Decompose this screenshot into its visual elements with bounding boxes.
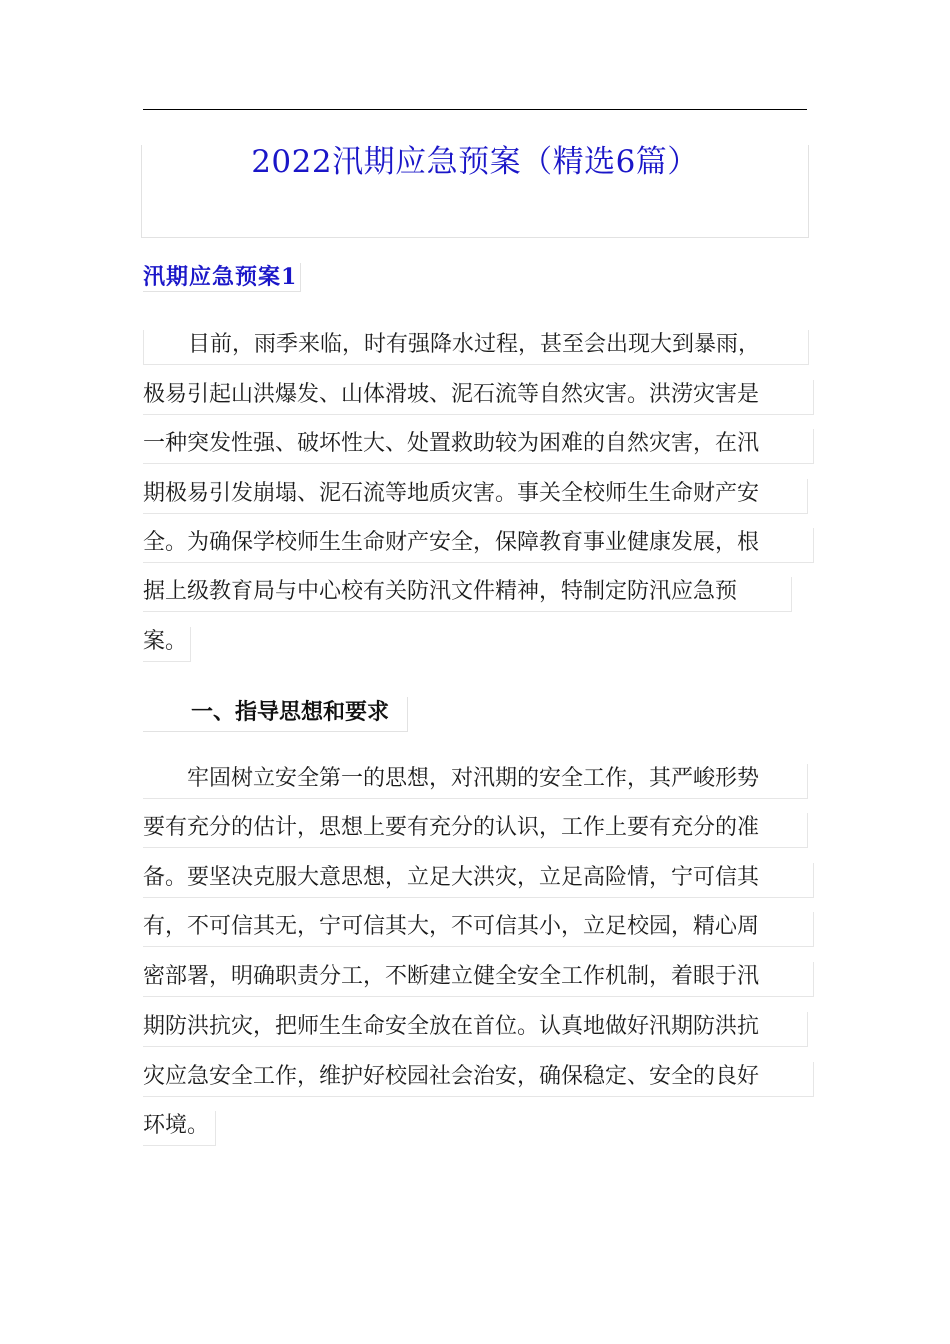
title-box	[141, 145, 809, 238]
paragraph-line: 极易引起山洪爆发、山体滑坡、泥石流等自然灾害。洪涝灾害是	[143, 380, 814, 415]
subheading	[143, 697, 408, 732]
paragraph-line: 期极易引发崩塌、泥石流等地质灾害。事关全校师生生命财产安	[143, 479, 808, 514]
paragraph-line: 一种突发性强、破坏性大、处置救助较为困难的自然灾害，在汛	[143, 429, 814, 464]
paragraph-line: 据上级教育局与中心校有关防汛文件精神，特制定防汛应急预	[143, 577, 792, 612]
paragraph-line: 有，不可信其无，宁可信其大，不可信其小，立足校园，精心周	[143, 912, 814, 947]
paragraph-line: 要有充分的估计，思想上要有充分的认识，工作上要有充分的准	[143, 813, 808, 848]
paragraph-line: 灾应急安全工作，维护好校园社会治安，确保稳定、安全的良好	[143, 1062, 814, 1097]
paragraph-line: 案。	[143, 627, 191, 662]
document-title: 2022汛期应急预案（精选6篇）	[251, 144, 699, 180]
paragraph-line: 备。要坚决克服大意思想，立足大洪灾，立足高险情，宁可信其	[143, 863, 814, 898]
section-heading: 汛期应急预案1	[143, 263, 301, 292]
paragraph-line: 环境。	[143, 1111, 216, 1146]
subheading-text: 一、指导思想和要求	[191, 699, 390, 725]
paragraph-line: 密部署，明确职责分工，不断建立健全安全工作机制，着眼于汛	[143, 962, 814, 997]
paragraph-line: 全。为确保学校师生生命财产安全，保障教育事业健康发展，根	[143, 528, 814, 563]
top-rule	[143, 109, 807, 110]
paragraph-line: 牢固树立安全第一的思想，对汛期的安全工作，其严峻形势	[143, 764, 808, 799]
paragraph-line: 期防洪抗灾，把师生生命安全放在首位。认真地做好汛期防洪抗	[143, 1012, 808, 1047]
paragraph-line: 目前，雨季来临，时有强降水过程，甚至会出现大到暴雨，	[143, 330, 809, 365]
